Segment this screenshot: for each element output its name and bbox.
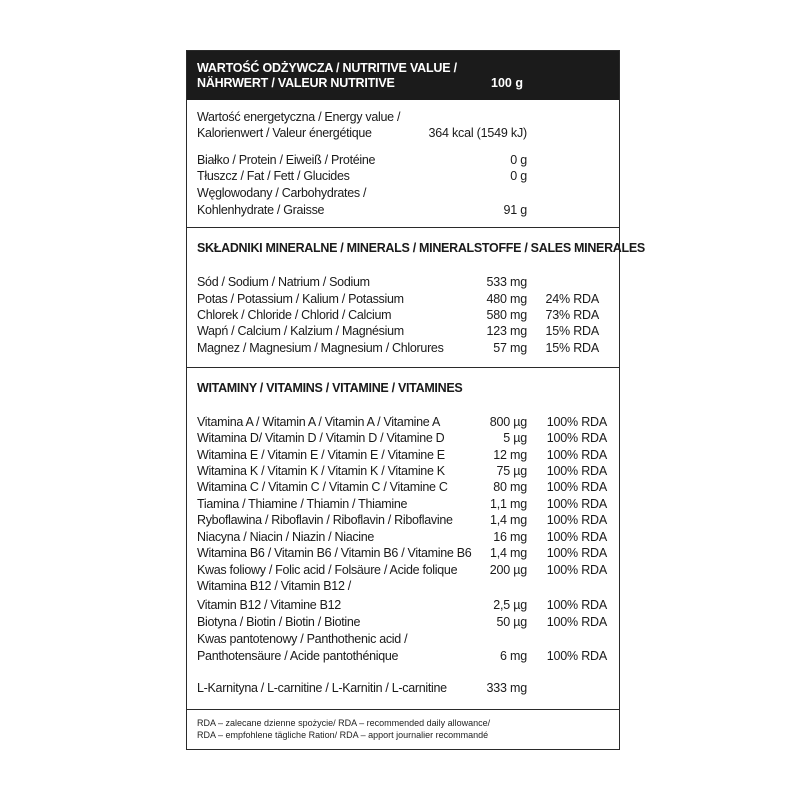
vitamin-label: Witamina K / Vitamin K / Vitamin K / Vitamine K [197,464,445,478]
vitamin-label: Kwas foliowy / Folic acid / Folsäure / Acide folique [197,563,458,577]
vitamin-label: Witamina B6 / Vitamin B6 / Vitamin B6 / Vitamine B6 [197,546,472,560]
carnitine-value: 333 mg [486,681,527,695]
vitamin-label: Tiamina / Thiamine / Thiamin / Thiamine [197,497,408,511]
mineral-value: 123 mg [486,324,527,338]
macro-label-protein: Białko / Protein / Eiweiß / Protéine [197,153,376,167]
vitamin-label: Biotyna / Biotin / Biotin / Biotine [197,615,361,629]
mineral-value: 480 mg [486,292,527,306]
vitamin-value: 75 µg [496,464,527,478]
vitamin-value: 6 mg [500,649,527,663]
vitamin-value: 16 mg [493,530,527,544]
vitamin-value: 1,1 mg [489,497,527,511]
vitamin-label: Vitamin B12 / Vitamine B12 [197,598,341,612]
energy-label-line1: Wartość energetyczna / Energy value / [197,110,401,124]
table-header [187,51,619,100]
vitamin-rda: 100% RDA [546,480,607,494]
footnote-line2: RDA – empfohlene tägliche Ration/ RDA – apport journalier recommandé [197,730,489,740]
vitamin-rda: 100% RDA [546,497,607,511]
vitamin-value: 2,5 µg [493,598,527,612]
mineral-value: 533 mg [486,275,527,289]
vitamin-label: Witamina D/ Vitamin D / Vitamin D / Vitamine D [197,431,445,445]
energy-label-line2: Kalorienwert / Valeur énergétique [197,126,372,140]
macro-value-carbs: 91 g [503,203,527,217]
mineral-label: Potas / Potassium / Kalium / Potassium [197,292,404,306]
vitamin-rda: 100% RDA [546,615,607,629]
vitamin-rda: 100% RDA [546,649,607,663]
vitamin-value: 12 mg [493,448,527,462]
vitamin-rda: 100% RDA [546,598,607,612]
minerals-title: SKŁADNIKI MINERALNE / MINERALS / MINERALSTOFFE / SALES MINERALES [197,241,645,255]
mineral-label: Sód / Sodium / Natrium / Sodium [197,275,370,289]
energy-value: 364 kcal (1549 kJ) [428,126,527,140]
vitamin-label: Niacyna / Niacin / Niazin / Niacine [197,530,375,544]
vitamin-label: Witamina B12 / Vitamin B12 / [197,579,351,593]
vitamin-value: 5 µg [503,431,527,445]
mineral-label: Chlorek / Chloride / Chlorid / Calcium [197,308,392,322]
footnote-line1: RDA – zalecane dzienne spożycie/ RDA – recommended daily allowance/ [197,718,491,728]
vitamin-rda: 100% RDA [546,546,607,560]
vitamin-value: 1,4 mg [489,546,527,560]
divider [187,367,619,368]
vitamin-label: Witamina C / Vitamin C / Vitamin C / Vitamine C [197,480,448,494]
vitamin-label: Ryboflawina / Riboflavin / Riboflavin / Riboflavine [197,513,453,527]
vitamin-label: Kwas pantotenowy / Panthothenic acid / [197,632,408,646]
vitamin-label: Witamina E / Vitamin E / Vitamin E / Vitamine E [197,448,445,462]
vitamin-rda: 100% RDA [546,464,607,478]
vitamins-title: WITAMINY / VITAMINS / VITAMINE / VITAMINES [197,381,463,395]
vitamin-label: Vitamina A / Witamin A / Vitamin A / Vitamine A [197,415,440,429]
vitamin-value: 80 mg [493,480,527,494]
vitamin-value: 200 µg [489,563,527,577]
mineral-rda: 15% RDA [545,341,599,355]
vitamin-rda: 100% RDA [546,513,607,527]
mineral-label: Wapń / Calcium / Kalzium / Magnésium [197,324,404,338]
macro-label-fat: Tłuszcz / Fat / Fett / Glucides [197,169,350,183]
vitamin-value: 800 µg [489,415,527,429]
header-column-100g: 100 g [491,76,523,90]
mineral-label: Magnez / Magnesium / Magnesium / Chlorures [197,341,444,355]
vitamin-rda: 100% RDA [546,530,607,544]
macro-label-carbs-line2: Kohlenhydrate / Graisse [197,203,325,217]
header-title-line1: WARTOŚĆ ODŻYWCZA / NUTRITIVE VALUE / [197,61,457,75]
vitamin-label: Panthotensäure / Acide pantothénique [197,649,399,663]
mineral-value: 580 mg [486,308,527,322]
header-title-line2: NÄHRWERT / VALEUR NUTRITIVE [197,76,395,90]
mineral-rda: 24% RDA [545,292,599,306]
vitamin-value: 1,4 mg [489,513,527,527]
macro-label-carbs-line1: Węglowodany / Carbohydrates / [197,186,367,200]
vitamin-rda: 100% RDA [546,415,607,429]
divider [187,227,619,228]
vitamin-rda: 100% RDA [546,563,607,577]
mineral-rda: 15% RDA [545,324,599,338]
divider [187,709,619,710]
mineral-value: 57 mg [493,341,527,355]
mineral-rda: 73% RDA [545,308,599,322]
vitamin-rda: 100% RDA [546,431,607,445]
macro-value-fat: 0 g [510,169,527,183]
vitamin-rda: 100% RDA [546,448,607,462]
macro-value-protein: 0 g [510,153,527,167]
vitamin-value: 50 µg [496,615,527,629]
carnitine-label: L-Karnityna / L-carnitine / L-Karnitin / L-carnitine [197,681,447,695]
nutrition-table [186,50,645,750]
